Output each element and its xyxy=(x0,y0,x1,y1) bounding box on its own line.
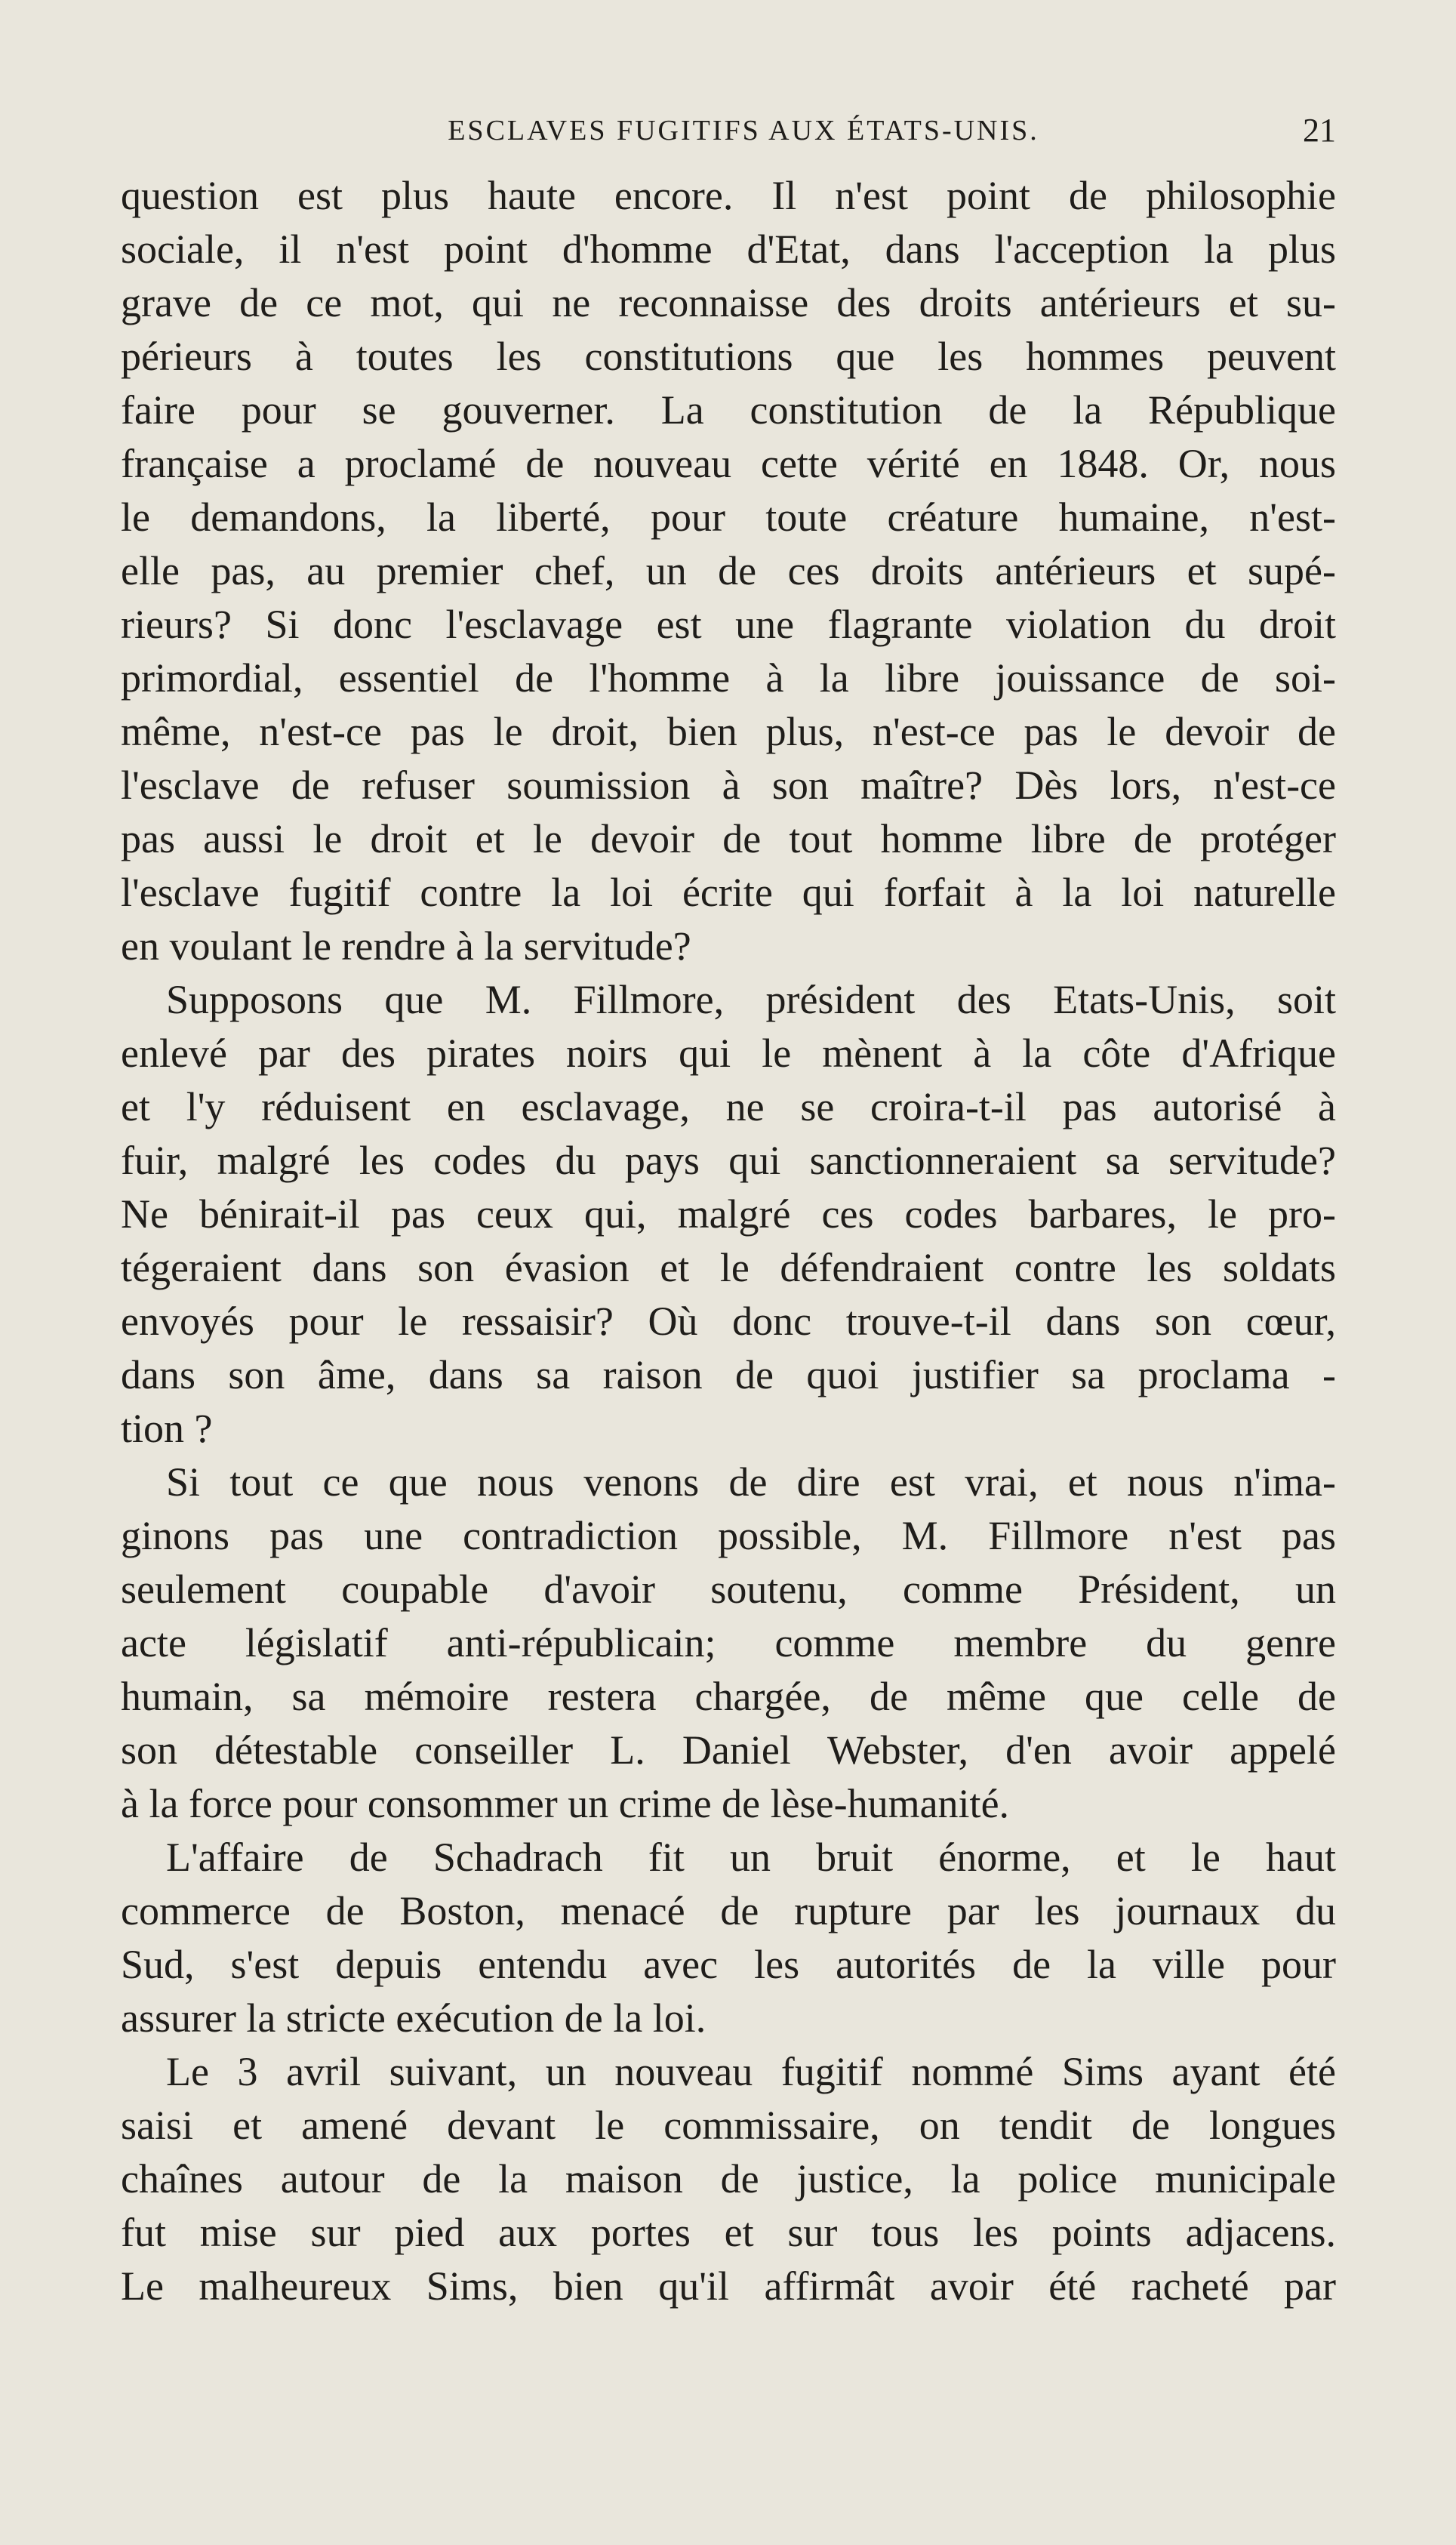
text-line: saisi et amené devant le commissaire, on tendit de longues xyxy=(121,2103,1336,2148)
text-line: Le malheureux Sims, bien qu'il affirmât avoir été racheté par xyxy=(121,2263,1336,2309)
text-line: son détestable conseiller L. Daniel Webster, d'en avoir appelé xyxy=(121,1727,1336,1773)
text-line: faire pour se gouverner. La constitution de la République xyxy=(121,387,1336,433)
paragraph-first-line: Supposons que M. Fillmore, président des Etats-Unis, soit xyxy=(166,977,1336,1022)
text-line: envoyés pour le ressaisir? Où donc trouve-t-il dans son cœur, xyxy=(121,1299,1336,1344)
text-line: sociale, il n'est point d'homme d'Etat, dans l'acception la plus xyxy=(121,226,1336,272)
text-line: et l'y réduisent en esclavage, ne se croira-t-il pas autorisé à xyxy=(121,1084,1336,1129)
running-title: ESCLAVES FUGITIFS AUX ÉTATS-UNIS. xyxy=(448,115,1039,146)
text-line: pas aussi le droit et le devoir de tout homme libre de protéger xyxy=(121,816,1336,861)
text-line: Sud, s'est depuis entendu avec les autorités de la ville pour xyxy=(121,1942,1336,1987)
paragraph-last-line: en voulant le rendre à la servitude? xyxy=(121,923,691,969)
paragraph-last-line: à la force pour consommer un crime de lèse-humanité. xyxy=(121,1781,1010,1826)
text-line: fuir, malgré les codes du pays qui sanctionneraient sa servitude? xyxy=(121,1138,1336,1183)
text-line: grave de ce mot, qui ne reconnaisse des droits antérieurs et su- xyxy=(121,280,1336,325)
text-line: dans son âme, dans sa raison de quoi justifier sa proclama - xyxy=(121,1352,1336,1397)
paragraph-first-line: L'affaire de Schadrach fit un bruit énorme, et le haut xyxy=(166,1835,1336,1880)
text-line: même, n'est-ce pas le droit, bien plus, n'est-ce pas le devoir de xyxy=(121,709,1336,754)
text-line: l'esclave fugitif contre la loi écrite qui forfait à la loi naturelle xyxy=(121,870,1336,915)
text-line: acte législatif anti-républicain; comme membre du genre xyxy=(121,1620,1336,1665)
text-line: fut mise sur pied aux portes et sur tous les points adjacens. xyxy=(121,2210,1336,2255)
running-head xyxy=(121,104,1336,157)
text-line: elle pas, au premier chef, un de ces droits antérieurs et supé- xyxy=(121,548,1336,593)
paragraph-first-line: Si tout ce que nous venons de dire est vrai, et nous n'ima- xyxy=(166,1459,1336,1505)
text-line: périeurs à toutes les constitutions que les hommes peuvent xyxy=(121,334,1336,379)
text-line: humain, sa mémoire restera chargée, de même que celle de xyxy=(121,1674,1336,1719)
paragraph-last-line: tion ? xyxy=(121,1406,213,1451)
text-line: l'esclave de refuser soumission à son maître? Dès lors, n'est-ce xyxy=(121,763,1336,808)
body-text xyxy=(121,169,1336,2313)
text-line: ginons pas une contradiction possible, M. Fillmore n'est pas xyxy=(121,1513,1336,1558)
text-line: primordial, essentiel de l'homme à la libre jouissance de soi- xyxy=(121,655,1336,701)
text-line: chaînes autour de la maison de justice, la police municipale xyxy=(121,2156,1336,2201)
text-line: rieurs? Si donc l'esclavage est une flagrante violation du droit xyxy=(121,602,1336,647)
text-line: commerce de Boston, menacé de rupture par les journaux du xyxy=(121,1888,1336,1933)
paragraph-last-line: assurer la stricte exécution de la loi. xyxy=(121,1995,706,2041)
text-line: le demandons, la liberté, pour toute créature humaine, n'est- xyxy=(121,495,1336,540)
page-number: 21 xyxy=(1303,112,1336,149)
text-line: tégeraient dans son évasion et le défendraient contre les soldats xyxy=(121,1245,1336,1290)
text-line: Ne bénirait-il pas ceux qui, malgré ces codes barbares, le pro- xyxy=(121,1191,1336,1237)
paragraph-first-line: Le 3 avril suivant, un nouveau fugitif nommé Sims ayant été xyxy=(166,2049,1336,2094)
text-line: seulement coupable d'avoir soutenu, comme Président, un xyxy=(121,1567,1336,1612)
text-line: enlevé par des pirates noirs qui le mènent à la côte d'Afrique xyxy=(121,1031,1336,1076)
text-line: française a proclamé de nouveau cette vérité en 1848. Or, nous xyxy=(121,441,1336,486)
text-line: question est plus haute encore. Il n'est point de philosophie xyxy=(121,173,1336,218)
